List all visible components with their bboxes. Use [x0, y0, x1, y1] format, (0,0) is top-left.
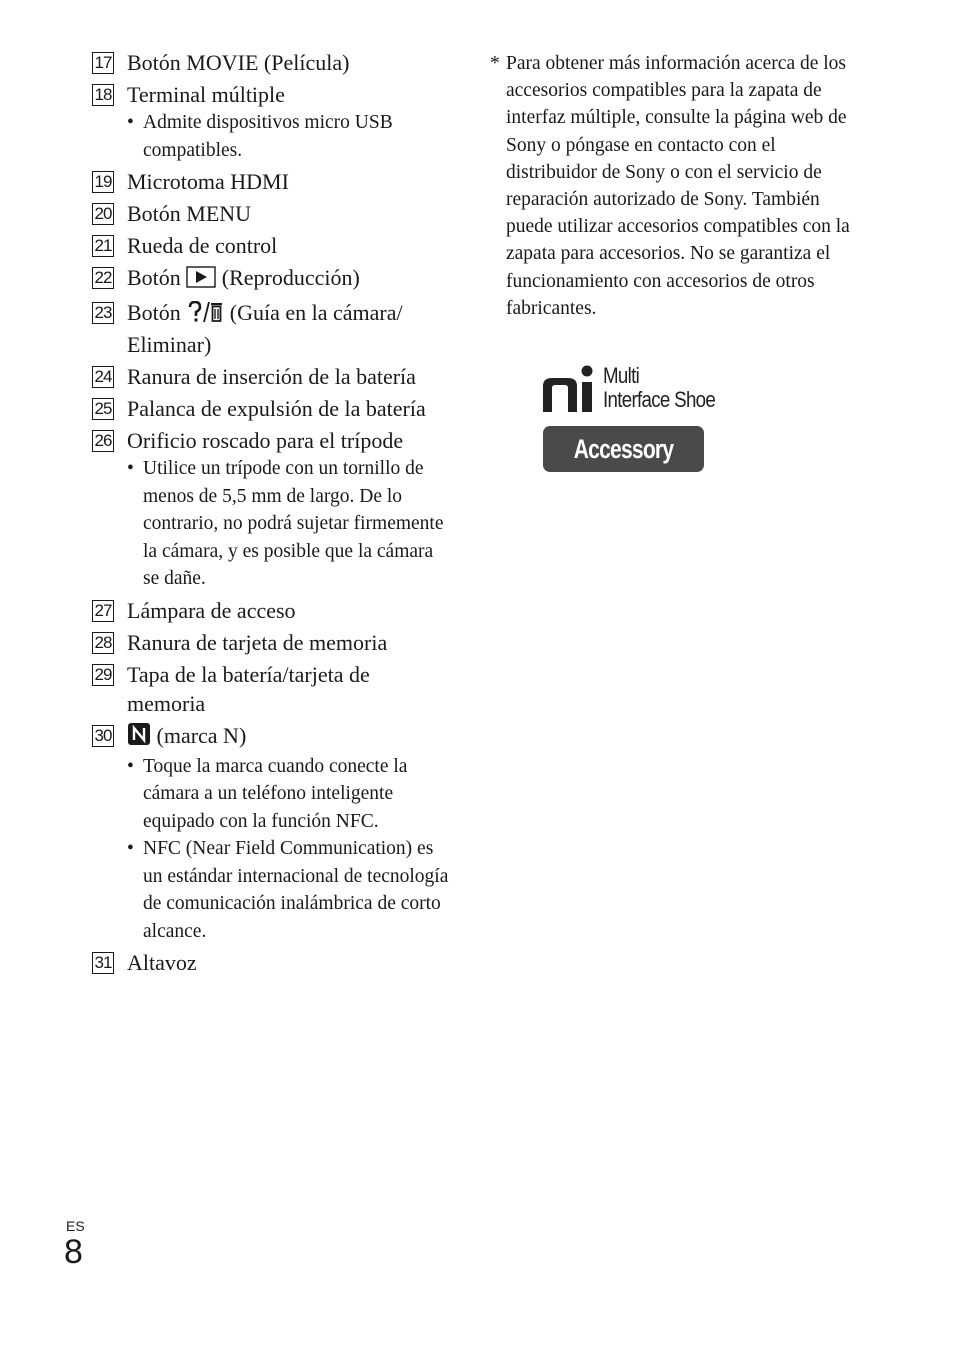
item-number: 29 [92, 664, 114, 686]
item-text: Botón MOVIE (Película) [127, 50, 350, 75]
list-item [92, 48, 452, 77]
mi-logo-icon [543, 364, 599, 414]
list-item [92, 721, 452, 946]
bullet-list [127, 753, 452, 946]
footnote-text: Para obtener más información acerca de los accesorios compatibles para la zapata de interfaz múltiple, consulte la página web de Sony o póngase en contacto con el distribuidor de Sony o con el servicio de reparación autorizado de Sony. También puede utilizar accesorios compatibles con la zapata para accesorios. No se garantiza el funcionamiento con accesorios de otros fabricantes. [506, 53, 850, 319]
item-number: 22 [92, 267, 114, 289]
list-item [92, 167, 452, 196]
list-item [92, 426, 452, 593]
help-trash-icon [186, 301, 224, 330]
item-text: (marca N) [156, 722, 247, 748]
item-number: 19 [92, 171, 114, 193]
logo-text-multi: Multi [603, 363, 640, 388]
bullet-list [127, 109, 452, 164]
item-number: 30 [92, 725, 114, 747]
n-mark-icon [127, 722, 151, 753]
item-text: Orificio roscado para el trípode [127, 428, 404, 453]
item-text: Ranura de inserción de la batería [127, 364, 416, 389]
list-item [92, 231, 452, 260]
list-item [92, 80, 452, 164]
list-item [92, 628, 452, 657]
item-text: Rueda de control [127, 233, 278, 258]
item-text: Botón MENU [127, 201, 252, 226]
item-number: 23 [92, 302, 114, 324]
item-text: Altavoz [127, 950, 197, 975]
item-text: (Reproducción) [221, 265, 360, 290]
language-code: ES [66, 1218, 85, 1234]
item-text: Ranura de tarjeta de memoria [127, 629, 388, 655]
footnote-marker: * [490, 53, 500, 74]
item-text: Palanca de expulsión de la batería [127, 396, 426, 421]
item-number: 28 [92, 632, 114, 654]
item-text: Botón [127, 265, 181, 290]
item-number: 27 [92, 600, 114, 622]
accessory-shoe-logo [543, 426, 704, 510]
footnote [490, 50, 850, 322]
list-item [92, 362, 452, 391]
list-item [92, 298, 452, 359]
item-text: Botón [127, 300, 181, 325]
bullet-list [127, 455, 452, 593]
item-number: 25 [92, 398, 114, 420]
item-number: 31 [92, 952, 114, 974]
bullet-item: • Admite dispositivos micro USB compatibles. [127, 109, 452, 164]
item-number: 20 [92, 203, 114, 225]
page-number: 8 [64, 1233, 83, 1271]
item-text: Tapa de la batería/tarjeta de memoria [127, 661, 370, 716]
item-number: 21 [92, 235, 114, 257]
bullet-item: • Toque la marca cuando conecte la cámara a un teléfono inteligente equipado con la función NFC. [127, 753, 452, 836]
list-item [92, 596, 452, 625]
item-number: 18 [92, 84, 114, 106]
list-item [92, 394, 452, 423]
bullet-item: • NFC (Near Field Communication) es un estándar internacional de tecnología de comunicación inalámbrica de corto alcance. [127, 835, 452, 945]
parts-list [92, 48, 452, 980]
item-text: Microtoma HDMI [127, 169, 289, 194]
footnote-text-block [490, 50, 850, 322]
bullet-item: • Utilice un trípode con un tornillo de menos de 5,5 mm de largo. De lo contrario, no podrá sujetar firmemente la cámara, y es posible que la cámara se dañe. [127, 455, 452, 593]
item-text: Terminal múltiple [127, 82, 285, 107]
item-number: 24 [92, 366, 114, 388]
list-item [92, 199, 452, 228]
list-item [92, 948, 452, 977]
list-item [92, 263, 452, 295]
item-text: Lámpara de acceso [127, 597, 296, 623]
item-number: 17 [92, 52, 114, 74]
list-item [92, 660, 452, 718]
item-number: 26 [92, 430, 114, 452]
play-icon [186, 266, 216, 295]
item-text: (Guía en la cámara/ Eliminar) [127, 300, 403, 357]
multi-interface-shoe-logo [543, 364, 753, 416]
accessory-shoe-text: Accessory Shoe [573, 434, 674, 510]
logo-text-interface-shoe: Interface Shoe [603, 387, 716, 412]
